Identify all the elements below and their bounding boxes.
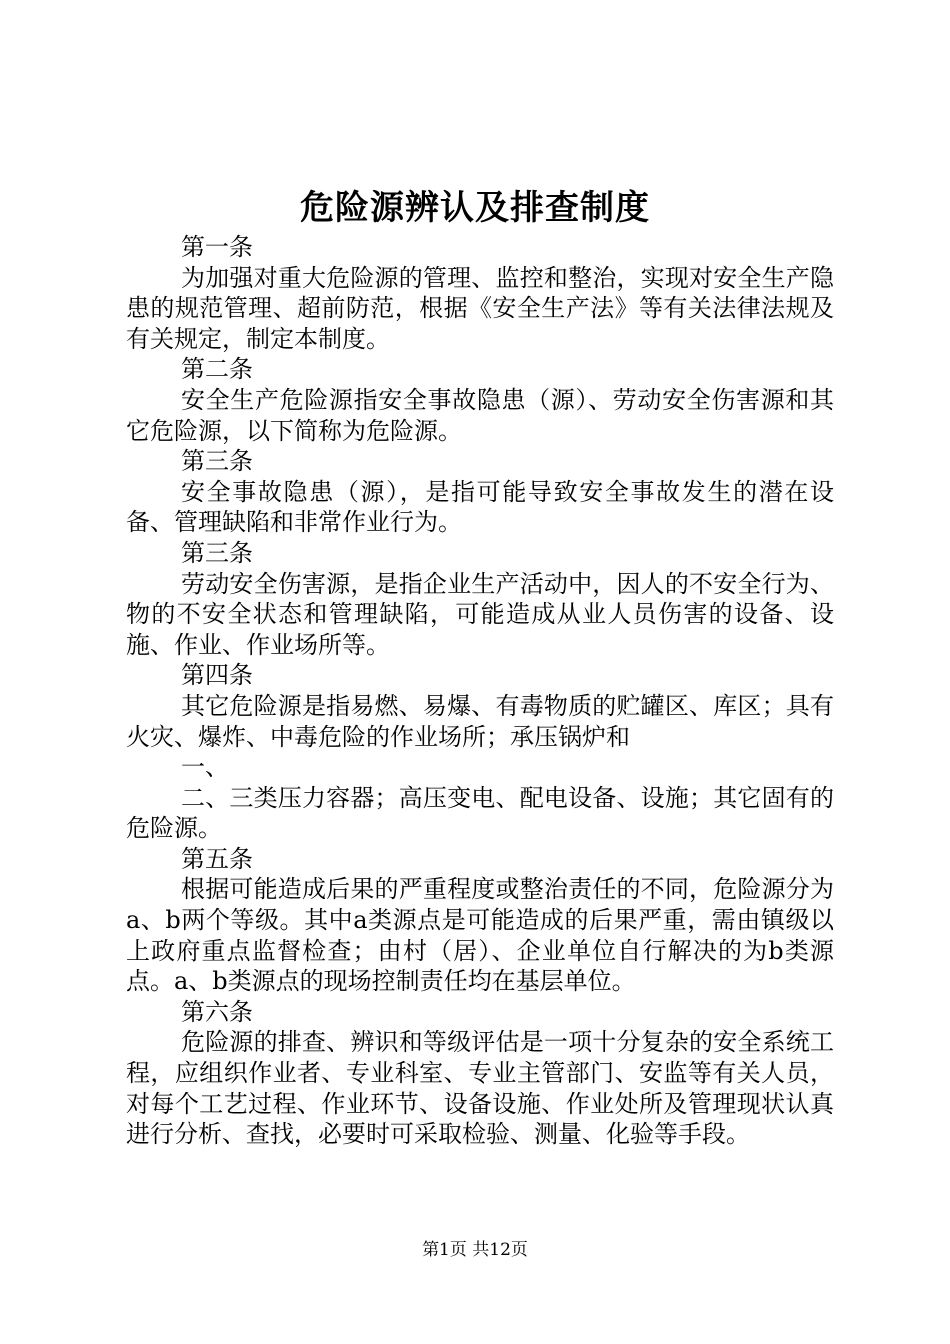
section-heading: 第五条: [181, 844, 253, 873]
document-body: [126, 232, 834, 1150]
section-text: 危险源的排查、辨识和等级评估是一项十分复杂的安全系统工程，应组织作业者、专业科室、专业主管部门、安监等有关人员，对每个工艺过程、作业环节、设备设施、作业处所及管理现状认真进行分析、查找，必要时可采取检验、测量、化验等手段。: [126, 1028, 834, 1149]
section-text: 为加强对重大危险源的管理、监控和整治，实现对安全生产隐患的规范管理、超前防范，根据《安全生产法》等有关法律法规及有关规定，制定本制度。: [126, 263, 834, 353]
section-text: 劳动安全伤害源，是指企业生产活动中，因人的不安全行为、物的不安全状态和管理缺陷，可能造成从业人员伤害的设备、设施、作业、作业场所等。: [126, 569, 834, 659]
section-heading: 第一条: [181, 233, 253, 261]
section-heading: 第三条: [181, 447, 253, 476]
section-heading: 第三条: [181, 538, 253, 567]
section-text: 根据可能造成后果的严重程度或整治责任的不同，危险源分为a、b两个等级。其中a类源点是可能造成的后果严重，需由镇级以上政府重点监督检查；由村（居）、企业单位自行解决的为b类源点。a、b类源点的现场控制责任均在基层单位。: [126, 875, 834, 996]
document-title: 危险源辨认及排查制度: [300, 188, 650, 228]
section-text: 安全生产危险源指安全事故隐患（源）、劳动安全伤害源和其它危险源，以下简称为危险源。: [126, 385, 834, 445]
section-heading: 第四条: [181, 661, 253, 690]
section-text: 其它危险源是指易燃、易爆、有毒物质的贮罐区、库区；具有火灾、爆炸、中毒危险的作业场所；承压锅炉和: [126, 691, 834, 751]
section-text: 安全事故隐患（源），是指可能导致安全事故发生的潜在设备、管理缺陷和非常作业行为。: [126, 477, 834, 537]
page-number: 第1页 共12页: [422, 1240, 528, 1260]
section-text: 二、三类压力容器；高压变电、配电设备、设施；其它固有的危险源。: [126, 783, 834, 843]
section-heading: 一、: [181, 753, 229, 782]
section-heading: 第二条: [181, 355, 253, 384]
section-heading: 第六条: [181, 997, 253, 1026]
